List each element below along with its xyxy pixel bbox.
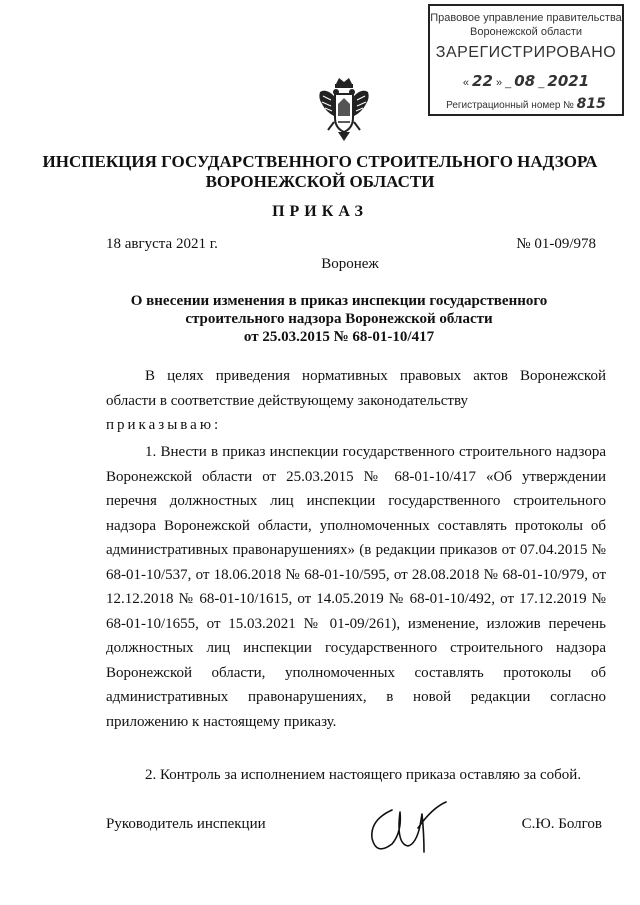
document-city: Воронеж bbox=[321, 256, 379, 272]
organization-line-1: ИНСПЕКЦИЯ ГОСУДАРСТВЕННОГО СТРОИТЕЛЬНОГО НАДЗОРА bbox=[42, 152, 598, 171]
order-word: приказываю: bbox=[106, 417, 222, 433]
stamp-authority-line2: Воронежской области bbox=[469, 26, 582, 38]
stamp-date: « 22 » _ 08 _ 2021 bbox=[462, 72, 590, 90]
stamp-status: ЗАРЕГИСТРИРОВАНО bbox=[435, 44, 617, 61]
document-subject bbox=[0, 292, 640, 346]
signatory-role: Руководитель инспекции bbox=[106, 816, 266, 832]
subject-line-2: строительного надзора Воронежской области bbox=[185, 311, 493, 327]
organization-line-2: ВОРОНЕЖСКОЙ ОБЛАСТИ bbox=[205, 172, 435, 191]
stamp-registration bbox=[430, 96, 622, 112]
preamble-text: В целях приведения нормативных правовых актов Воронежской области в соответствие действующему законодательству bbox=[106, 368, 606, 409]
coat-of-arms-icon bbox=[316, 78, 372, 142]
stamp-reg-label: Регистрационный номер № bbox=[446, 100, 574, 111]
item-1-paragraph: 1. Внести в приказ инспекции государственного строительного надзора Воронежской области от 25.03.2015 № 68-01-10/417 «Об утверждении перечня должностных лиц инспекции государственного строительного надзора Воронежской области, уполномоченных составлять протоколы об административных правонарушениях» (в редакции приказов от 07.04.2015 № 68-01-10/537, от 18.06.2018 № 68-01-10/595, от 28.08.2018 № 68-01-10/979, от 12.12.2018 № 68-01-10/1615, от 14.05.2019 № 68-01-10/492, от 17.12.2019 № 68-01-10/1655, от 15.03.2021 № 01-09/261), изменение, изложив перечень должностных лиц инспекции государственного строительного надзора Воронежской области, уполномоченных составлять протоколы об административных правонарушениях, в новой редакции согласно приложению к настоящему приказу. bbox=[106, 444, 606, 730]
document-type: ПРИКАЗ bbox=[272, 203, 368, 220]
organization-name bbox=[0, 152, 640, 192]
stamp-date-year: 2021 bbox=[547, 72, 590, 90]
stamp-date-day: 22 bbox=[472, 72, 493, 90]
item-2-paragraph: 2. Контроль за исполнением настоящего приказа оставляю за собой. bbox=[145, 767, 582, 783]
stamp-authority-line1: Правовое управление правительства bbox=[430, 12, 622, 24]
signatory-name: С.Ю. Болгов bbox=[521, 816, 602, 832]
handwritten-signature-icon bbox=[362, 794, 462, 864]
preamble-paragraph bbox=[106, 364, 606, 438]
subject-line-3: от 25.03.2015 № 68-01-10/417 bbox=[243, 329, 435, 345]
stamp-reg-number: 815 bbox=[576, 96, 606, 112]
registration-stamp bbox=[428, 4, 624, 116]
stamp-date-month: 08 bbox=[514, 72, 536, 90]
document-date: 18 августа 2021 г. bbox=[106, 236, 218, 252]
document-number: № 01-09/978 bbox=[516, 236, 596, 252]
subject-line-1: О внесении изменения в приказ инспекции государственного bbox=[130, 293, 548, 309]
